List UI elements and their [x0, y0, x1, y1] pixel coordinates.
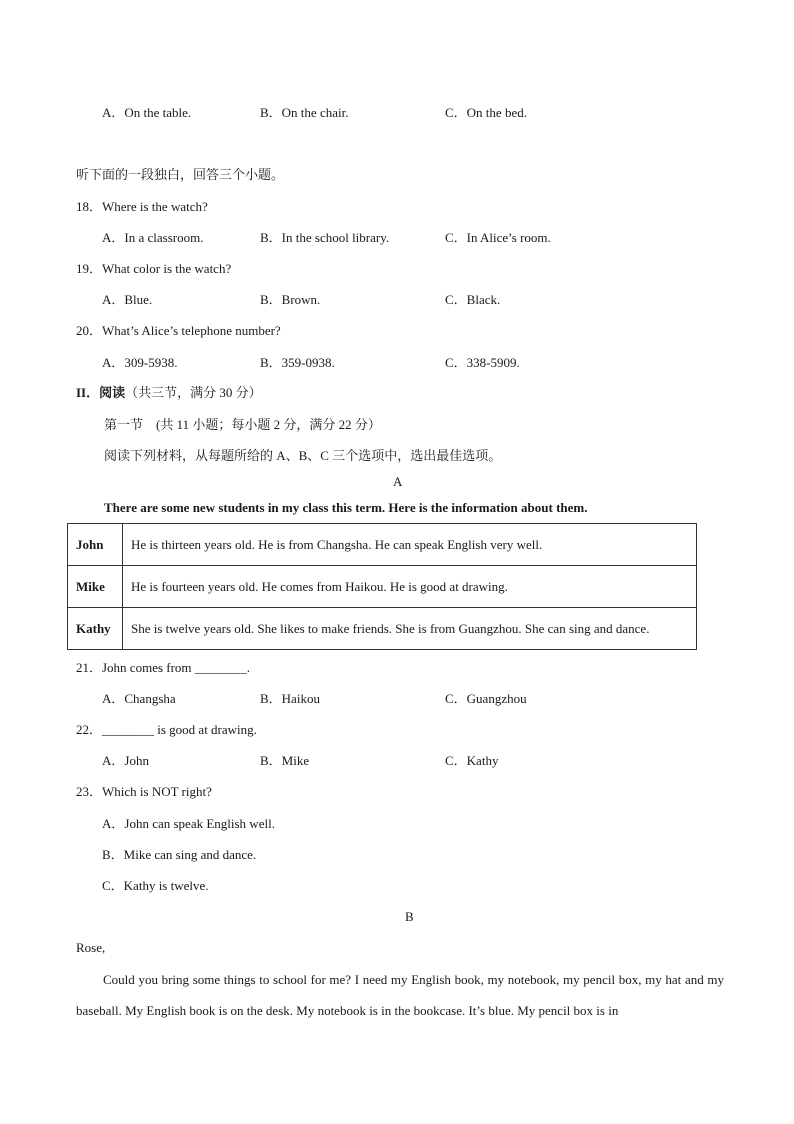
question-21: 21．John comes from ________.: [76, 660, 251, 675]
student-info: She is twelve years old. She likes to make friends. She is from Guangzhou. She can sing and dance.: [123, 608, 697, 650]
passage-b-label: B: [405, 909, 414, 924]
question-18: 18．Where is the watch?: [76, 199, 208, 214]
student-name: John: [68, 524, 123, 566]
question-22: 22．________ is good at drawing.: [76, 722, 257, 737]
q19-option-a: A．Blue.: [102, 292, 153, 307]
section-2-note: （共三节，满分 30 分）: [125, 385, 262, 400]
passage-a-label: A: [393, 474, 403, 489]
q21-option-c: C．Guangzhou: [445, 691, 527, 706]
table-row: [68, 566, 697, 608]
q21-option-a: A．Changsha: [102, 691, 176, 706]
q17-option-c: C．On the bed.: [445, 105, 527, 120]
question-19: 19．What color is the watch?: [76, 261, 232, 276]
question-20: 20．What’s Alice’s telephone number?: [76, 323, 281, 338]
q19-option-c: C．Black.: [445, 292, 501, 307]
q22-option-a: A．John: [102, 753, 149, 768]
q20-option-b: B．359-0938.: [260, 355, 335, 370]
section-2-number: II．: [76, 385, 100, 400]
part-1-heading: 第一节 (共 11 小题；每小题 2 分，满分 22 分）: [104, 417, 381, 432]
q22-option-b: B．Mike: [260, 753, 310, 768]
passage-b-body-text: Could you bring some things to school for me? I need my English book, my notebook, my pencil box, my hat and my baseball. My English book is on the desk. My notebook is in the bookcase. It’s blue. My pencil box is in: [76, 972, 724, 1018]
student-info: He is fourteen years old. He comes from Haikou. He is good at drawing.: [123, 566, 697, 608]
q17-option-b: B．On the chair.: [260, 105, 349, 120]
section-2-heading: [76, 385, 262, 401]
q21-option-b: B．Haikou: [260, 691, 320, 706]
q22-option-c: C．Kathy: [445, 753, 499, 768]
reading-instruction: 阅读下列材料，从每题所给的 A、B、C 三个选项中，选出最佳选项。: [104, 448, 502, 463]
student-name: Kathy: [68, 608, 123, 650]
q23-option-a: A．John can speak English well.: [102, 816, 275, 831]
q18-option-a: A．In a classroom.: [102, 230, 204, 245]
section-2-title: 阅读: [99, 385, 126, 400]
q18-option-b: B．In the school library.: [260, 230, 390, 245]
students-info-table: [67, 523, 697, 650]
q23-option-b: B．Mike can sing and dance.: [102, 847, 257, 862]
table-row: [68, 608, 697, 650]
student-name: Mike: [68, 566, 123, 608]
q23-option-c: C．Kathy is twelve.: [102, 878, 209, 893]
passage-a-intro: There are some new students in my class this term. Here is the information about them.: [104, 500, 588, 515]
q20-option-c: C．338-5909.: [445, 355, 520, 370]
passage-b-body: [76, 964, 724, 1026]
student-info: He is thirteen years old. He is from Changsha. He can speak English very well.: [123, 524, 697, 566]
q17-option-a: A．On the table.: [102, 105, 192, 120]
q18-option-c: C．In Alice’s room.: [445, 230, 551, 245]
passage-b-salutation: Rose,: [76, 940, 106, 955]
question-23: 23．Which is NOT right?: [76, 784, 212, 799]
q19-option-b: B．Brown.: [260, 292, 321, 307]
table-row: [68, 524, 697, 566]
q20-option-a: A．309-5938.: [102, 355, 178, 370]
monologue-instruction: 听下面的一段独白，回答三个小题。: [76, 167, 285, 182]
